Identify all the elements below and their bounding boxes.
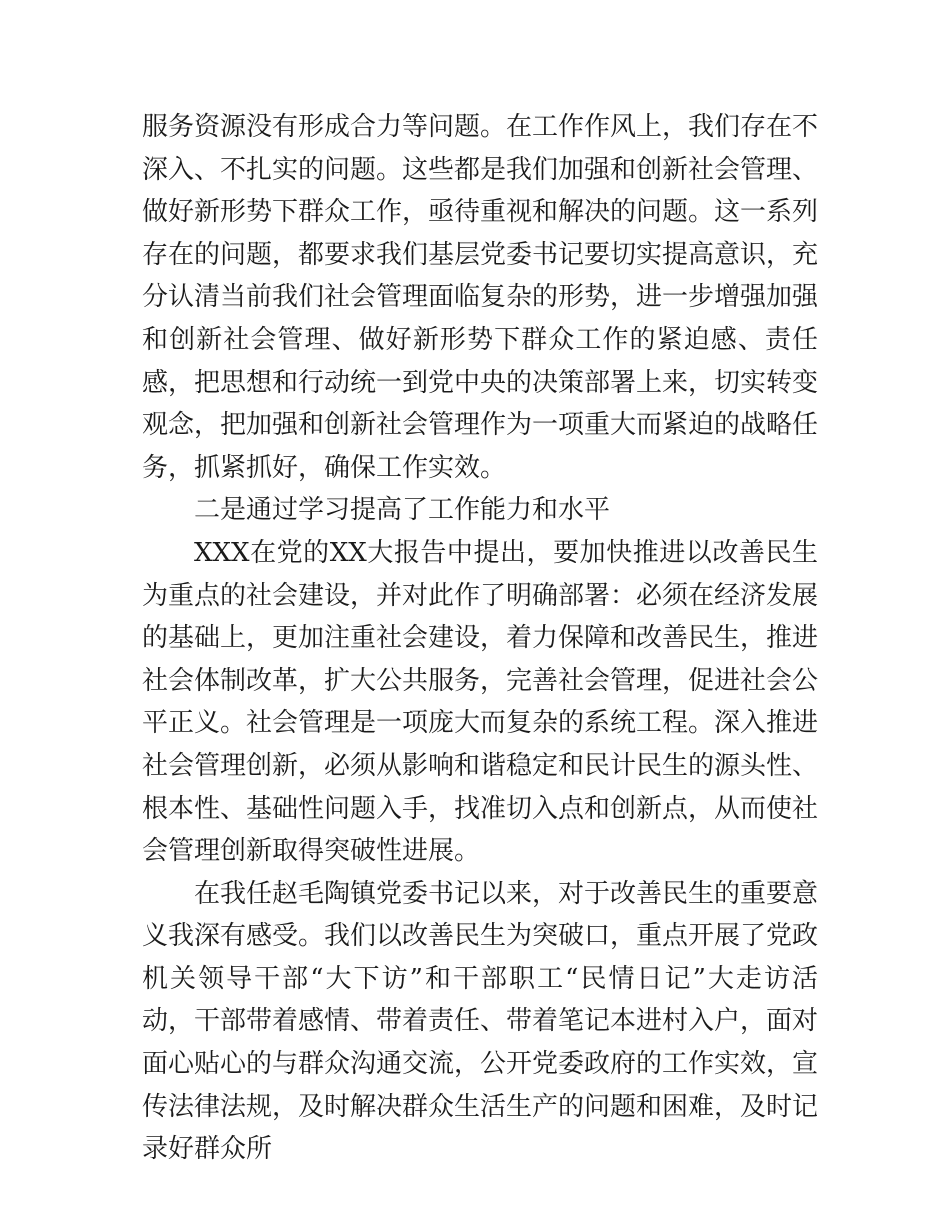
paragraph-report-quote: XXX在党的XX大报告中提出，要加快推进以改善民生为重点的社会建设，并对此作了明确部署：必须在经济发展的基础上，更加注重社会建设，着力保障和改善民生，推进社会体制改革，扩大公共服务，完善社会管理，促进社会公平正义。社会管理是一项庞大而复杂的系统工程。深入推进社会管理创新，必须从影响和谐稳定和民计民生的源头性、根本性、基础性问题入手，找准切入点和创新点，从而使社会管理创新取得突破性进展。 xyxy=(142,537,819,867)
paragraph-livelihood: 在我任赵毛陶镇党委书记以来，对于改善民生的重要意义我深有感受。我们以改善民生为突破口，重点开展了党政机关领导干部“大下访”和干部职工“民情日记”大走访活动，干部带着感情、带着责任、带着笔记本进村入户，面对面心贴心的与群众沟通交流，公开党委政府的工作实效，宣传法律法规，及时解决群众生活生产的问题和困难，及时记录好群众所 xyxy=(142,878,819,1165)
paragraph-heading-two: 二是通过学习提高了工作能力和水平 xyxy=(194,495,611,526)
document-body xyxy=(142,106,818,1171)
paragraph-continuation: 服务资源没有形成合力等问题。在工作作风上，我们存在不深入、不扎实的问题。这些都是我们加强和创新社会管理、做好新形势下群众工作，亟待重视和解决的问题。这一系列存在的问题，都要求我们基层党委书记要切实提高意识，充分认清当前我们社会管理面临复杂的形势，进一步增强加强和创新社会管理、做好新形势下群众工作的紧迫感、责任感，把思想和行动统一到党中央的决策部署上来，切实转变观念，把加强和创新社会管理作为一项重大而紧迫的战略任务，抓紧抓好，确保工作实效。 xyxy=(142,112,819,483)
